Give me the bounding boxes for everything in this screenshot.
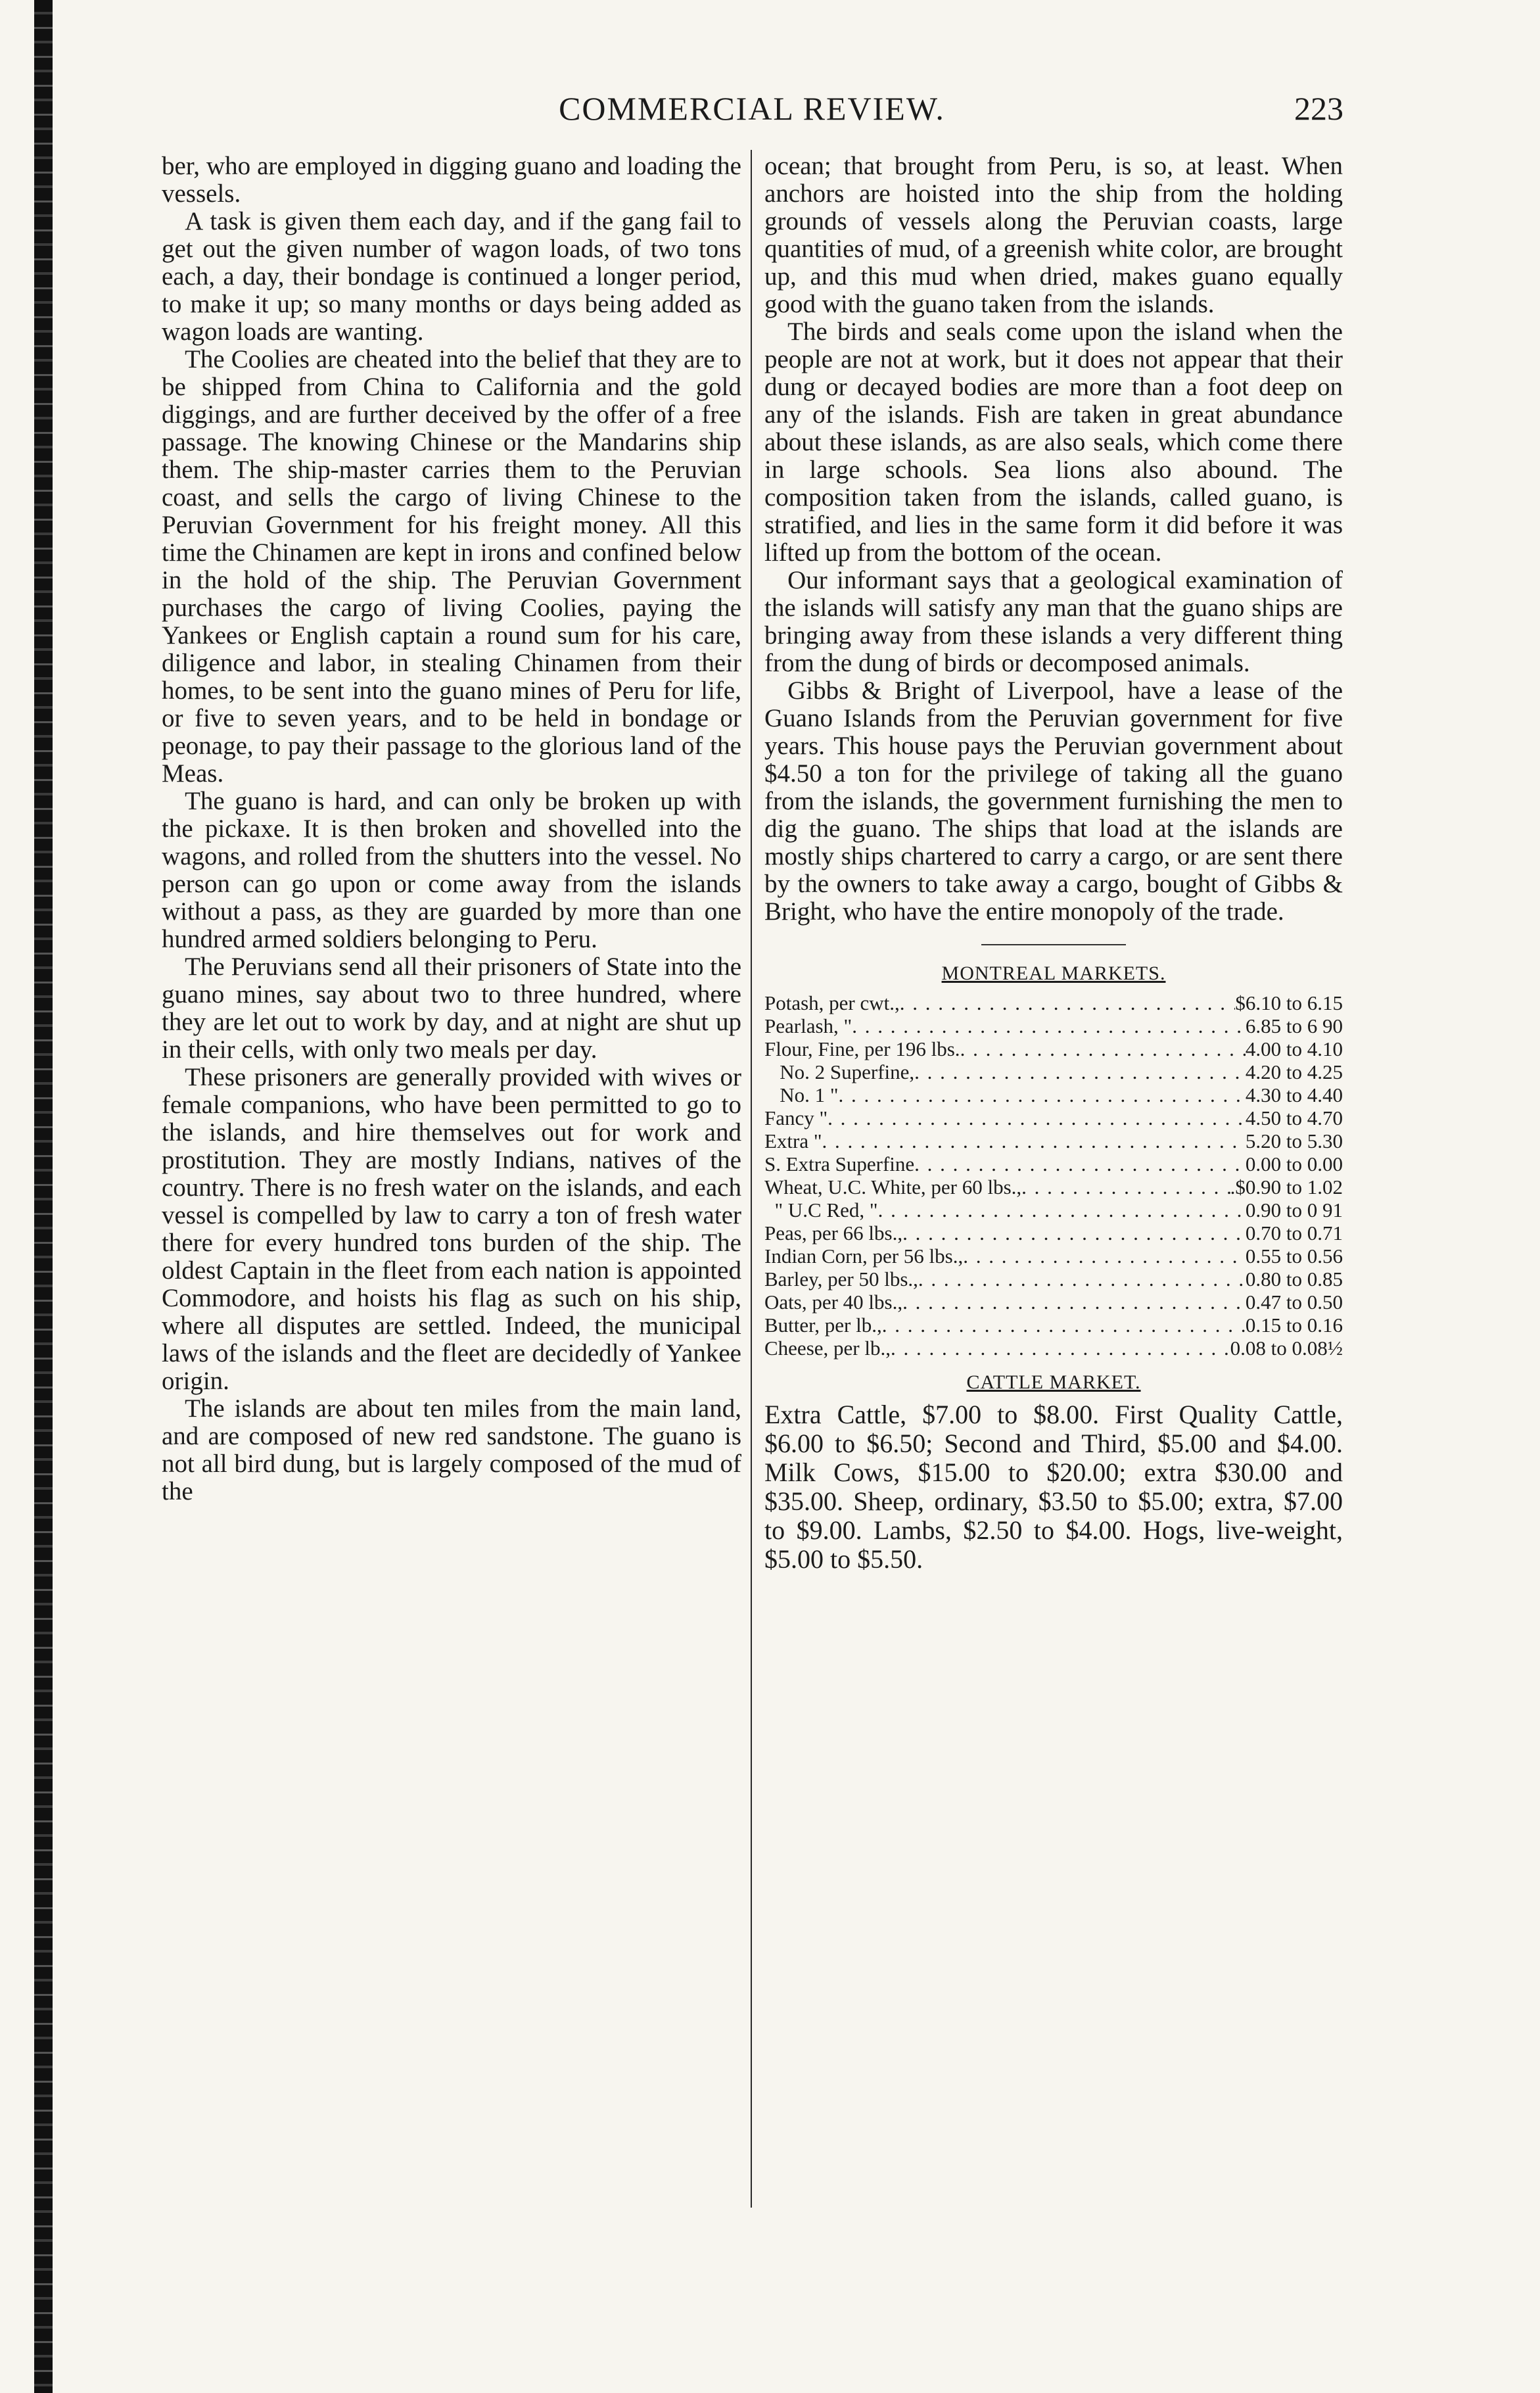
paragraph: These prisoners are generally provided with wives or female companions, who have been permitted to go to the islands, and hire themselves out for work and prostitution. They are mostly Indians, natives of the country. There is no fresh water on the islands, and each vessel is compelled by law to carry a ton of fresh water there for every hundred tons burden of the ship. The oldest Captain in the fleet from each nation is appointed Commodore, and hoists his flag as such on his ship, where all disputes are settled. Indeed, the municipal laws of the islands and the fleet are decidedly of Yankee origin. <box>162 1063 741 1395</box>
market-item-price: 0.47 to 0.50 <box>1245 1291 1343 1314</box>
market-item-label: Potash, per cwt., <box>764 991 900 1014</box>
market-item-label: Extra " <box>764 1129 822 1152</box>
market-item-label: Flour, Fine, per 196 lbs. <box>764 1037 960 1060</box>
market-item-price: 4.50 to 4.70 <box>1245 1106 1343 1129</box>
dot-leader <box>839 1083 1246 1106</box>
dot-leader <box>902 1221 1246 1244</box>
dot-leader <box>960 1037 1246 1060</box>
montreal-markets-table <box>764 991 1343 1360</box>
market-item-price: 0.15 to 0.16 <box>1245 1314 1343 1337</box>
market-item-label: No. 1 " <box>764 1083 839 1106</box>
market-row <box>764 1083 1343 1106</box>
market-item-price: 0.80 to 0.85 <box>1245 1268 1343 1291</box>
paragraph: The islands are about ten miles from the main land, and are composed of new red sandstone. The guano is not all bird dung, but is largely composed of the mud of the <box>162 1394 741 1505</box>
market-row <box>764 1106 1343 1129</box>
column-divider <box>751 150 752 2208</box>
dot-leader <box>852 1014 1246 1037</box>
montreal-markets-title: MONTREAL MARKETS. <box>941 962 1166 984</box>
market-row <box>764 1314 1343 1337</box>
paragraph: Our informant says that a geological examination of the islands will satisfy any man that the guano ships are bringing away from these islands a very different thing from the dung of birds or decomposed animals. <box>764 566 1343 677</box>
dot-leader <box>900 991 1236 1014</box>
market-row <box>764 1268 1343 1291</box>
market-item-price: 0.70 to 0.71 <box>1245 1221 1343 1244</box>
dot-leader <box>1021 1175 1230 1198</box>
market-item-price: 4.20 to 4.25 <box>1245 1060 1343 1083</box>
dot-leader <box>891 1337 1230 1360</box>
market-item-label: No. 2 Superfine, <box>764 1060 915 1083</box>
dot-leader <box>902 1291 1246 1314</box>
market-item-label: Fancy " <box>764 1106 828 1129</box>
market-item-price: 0.55 to 0.56 <box>1245 1244 1343 1268</box>
paragraph: ocean; that brought from Peru, is so, at least. When anchors are hoisted into the ship from the holding grounds of vessels along the Peruvian coasts, large quantities of mud, of a greenish white color, are brought up, and this mud when dried, makes guano equally good with the guano taken from the islands. <box>764 152 1343 318</box>
market-row <box>764 1221 1343 1244</box>
market-item-price: 5.20 to 5.30 <box>1245 1129 1343 1152</box>
market-row <box>764 1291 1343 1314</box>
paragraph: The Peruvians send all their prisoners of State into the guano mines, say about two to three hundred, where they are let out to work by day, and at night are shut up in their cells, with only two meals per day. <box>162 953 741 1064</box>
dot-leader <box>914 1152 1246 1175</box>
market-item-label: Barley, per 50 lbs., <box>764 1268 918 1291</box>
binding-edge <box>34 0 53 2393</box>
market-item-price: 4.00 to 4.10 <box>1245 1037 1343 1060</box>
market-item-price: 6.85 to 6 90 <box>1245 1014 1343 1037</box>
section-divider <box>981 944 1126 945</box>
paragraph: The Coolies are cheated into the belief that they are to be shipped from China to California and the gold diggings, and are further deceived by the offer of a free passage. The knowing Chinese or the Mandarins ship them. The ship-master carries them to the Peruvian coast, and sells the cargo of living Chinese to the Peruvian Government for his freight money. All this time the Chinamen are kept in irons and confined below in the hold of the ship. The Peruvian Government purchases the cargo of living Coolies, paying the Yankees or English captain a round sum for his care, diligence and labor, in stealing Chinamen from their homes, to be sent into the guano mines of Peru for life, or five to seven years, and to be held in bondage or peonage, to pay their passage to the glorious land of the Meas. <box>162 345 741 788</box>
market-row <box>764 1037 1343 1060</box>
left-column <box>162 153 741 1505</box>
dot-leader <box>822 1129 1246 1152</box>
market-row <box>764 1337 1343 1360</box>
market-row <box>764 1152 1343 1175</box>
market-row <box>764 1175 1343 1198</box>
market-item-label: Oats, per 40 lbs., <box>764 1291 903 1314</box>
dot-leader <box>828 1106 1246 1129</box>
dot-leader <box>914 1060 1246 1083</box>
page-header <box>160 84 1343 137</box>
market-item-label: " U.C Red, " <box>764 1198 878 1221</box>
market-row <box>764 1129 1343 1152</box>
market-item-label: Wheat, U.C. White, per 60 lbs., <box>764 1175 1022 1198</box>
cattle-market-title: CATTLE MARKET. <box>966 1371 1141 1393</box>
dot-leader <box>882 1314 1246 1337</box>
market-row <box>764 1014 1343 1037</box>
dot-leader <box>878 1198 1246 1221</box>
market-row <box>764 991 1343 1014</box>
dot-leader <box>963 1244 1246 1268</box>
dot-leader <box>918 1268 1246 1291</box>
market-item-label: Indian Corn, per 56 lbs., <box>764 1244 964 1268</box>
market-item-price: 0.90 to 0 91 <box>1245 1198 1343 1221</box>
market-item-label: Butter, per lb., <box>764 1314 882 1337</box>
paragraph: Gibbs & Bright of Liverpool, have a lease of the Guano Islands from the Peruvian government for five years. This house pays the Peruvian government about $4.50 a ton for the privilege of taking all the guano from the islands, the government furnishing the men to dig the guano. The ships that load at the islands are mostly ships chartered to carry a cargo, or are sent there by the owners to take away a cargo, bought of Gibbs & Bright, who have the entire monopoly of the trade. <box>764 676 1343 926</box>
market-item-label: Cheese, per lb., <box>764 1337 891 1360</box>
market-item-price: 0.08 to 0.08½ <box>1230 1337 1343 1360</box>
paragraph: The guano is hard, and can only be broken up with the pickaxe. It is then broken and shovelled into the wagons, and rolled from the shutters into the vessel. No person can go upon or come away from the islands without a pass, as they are guarded by more than one hundred armed soldiers belonging to Peru. <box>162 787 741 953</box>
market-item-price: .$0.90 to 1.02 <box>1230 1175 1343 1198</box>
paragraph: ber, who are employed in digging guano and loading the vessels. <box>162 152 741 208</box>
market-row <box>764 1244 1343 1268</box>
market-item-price: 0.00 to 0.00 <box>1245 1152 1343 1175</box>
right-column <box>764 153 1343 1574</box>
market-row <box>764 1060 1343 1083</box>
paragraph: The birds and seals come upon the island when the people are not at work, but it does not appear that their dung or decayed bodies are more than a foot deep on any of the islands. Fish are taken in great abundance about these islands, as are also seals, which come there in large schools. Sea lions also abound. The composition taken from the islands, called guano, is stratified, and lies in the same form it did before it was lifted up from the bottom of the ocean. <box>764 318 1343 567</box>
market-row <box>764 1198 1343 1221</box>
market-item-price: 4.30 to 4.40 <box>1245 1083 1343 1106</box>
cattle-market-text: Extra Cattle, $7.00 to $8.00. First Quality Cattle, $6.00 to $6.50; Second and Third, $5.00 and $4.00. Milk Cows, $15.00 to $20.00; extra $30.00 and $35.00. Sheep, ordinary, $3.50 to $5.00; extra, $7.00 to $9.00. Lambs, $2.50 to $4.00. Hogs, live-weight, $5.00 to $5.50. <box>764 1400 1343 1574</box>
market-item-price: $6.10 to 6.15 <box>1235 991 1343 1014</box>
market-item-label: Pearlash, " <box>764 1014 852 1037</box>
market-item-label: S. Extra Superfine <box>764 1152 915 1175</box>
paragraph: A task is given them each day, and if the gang fail to get out the given number of wagon loads, of two tons each, a day, their bondage is continued a longer period, to make it up; so many months or days being added as wagon loads are wanting. <box>162 207 741 346</box>
market-item-label: Peas, per 66 lbs., <box>764 1221 903 1244</box>
running-title: COMMERCIAL REVIEW. <box>559 90 945 127</box>
page-number: 223 <box>1294 90 1343 127</box>
